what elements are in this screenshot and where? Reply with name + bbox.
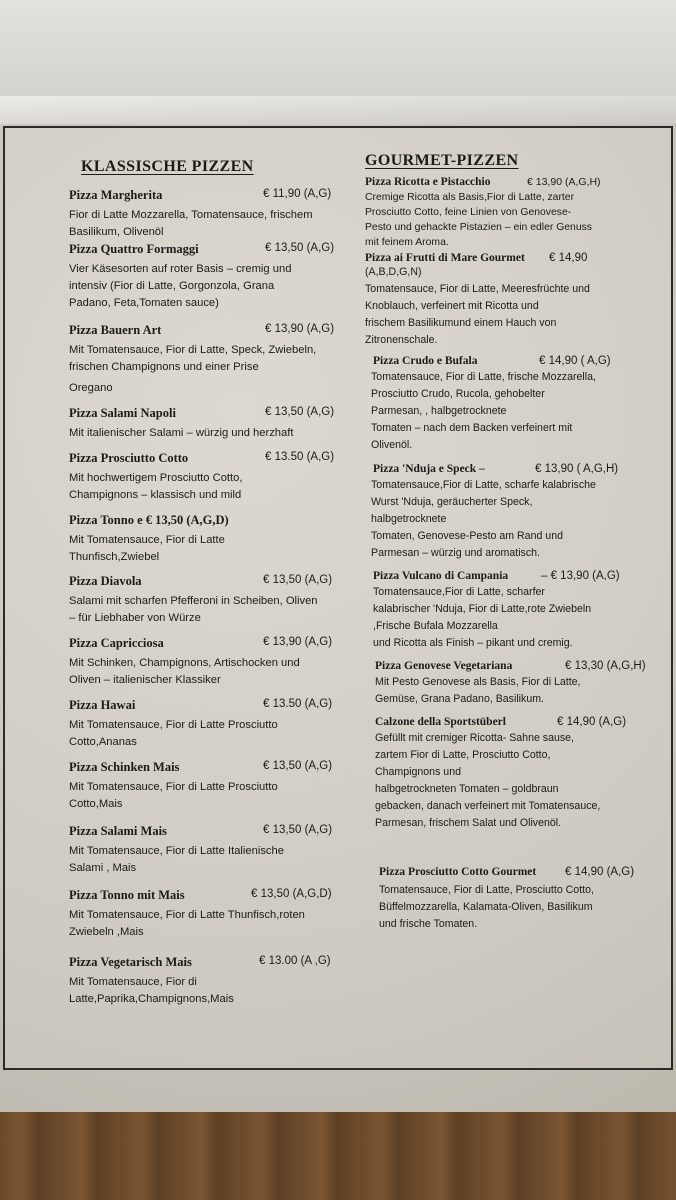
menu-item <box>69 574 347 627</box>
menu-item <box>69 188 347 241</box>
menu-item <box>365 252 641 349</box>
item-name: Pizza Capricciosa <box>69 636 164 650</box>
item-price: € 13,50 (A,G) <box>265 242 335 254</box>
item-description: Mit Tomatensauce, Fior di Latte Italienische Salami , Mais <box>69 845 284 874</box>
menu-item <box>69 824 347 877</box>
item-name: Pizza Tonno e € 13,50 (A,G,D) <box>69 513 229 527</box>
item-description: Vier Käsesorten auf roter Basis – cremig und intensiv (Fior di Latte, Gorgonzola, Grana Padano, Feta,Tomaten sauce) <box>69 263 292 309</box>
item-description: Mit Schinken, Champignons, Artischocken und Oliven – italienischer Klassiker <box>69 657 300 686</box>
item-name: Pizza Schinken Mais <box>69 760 180 774</box>
menu-item <box>365 463 641 562</box>
menu-item <box>69 698 347 751</box>
item-name: Pizza Salami Napoli <box>69 406 176 420</box>
item-description: Tomatensauce, Fior di Latte, Prosciutto Cotto, Büffelmozzarella, Kalamata-Oliven, Basilikum und frische Tomaten. <box>379 884 594 930</box>
item-description: Mit Tomatensauce, Fior di Latte Prosciutto Cotto,Mais <box>69 781 278 810</box>
item-name: Pizza Ricotta e Pistacchio <box>365 176 491 188</box>
menu-item <box>365 866 641 933</box>
menu-item <box>365 176 641 250</box>
item-description: Tomatensauce, Fior di Latte, frische Mozzarella, Prosciutto Crudo, Rucola, gehobelter Parmesan, , halbgetrocknete Tomaten – nach dem Backen verfeinert mit Olivenöl. <box>371 371 596 451</box>
item-price: € 13,50 (A,G) <box>265 406 335 418</box>
item-description: Fior di Latte Mozzarella, Tomatensauce, frischem Basilikum, Olivenöl <box>69 209 313 238</box>
item-name: Pizza Tonno mit Mais <box>69 888 185 902</box>
menu-item <box>69 760 347 813</box>
item-description: Gefüllt mit cremiger Ricotta- Sahne sause, zartem Fior di Latte, Prosciutto Cotto, Champignons und halbgetrockneten Tomaten – goldbraun gebacken, danach verfeinert mit Tomatensauce, Parmesan, frischem Salat und Olivenöl. <box>375 732 601 829</box>
item-name: Pizza 'Nduja e Speck – <box>373 463 485 475</box>
item-description: Mit italienischer Salami – würzig und herzhaft <box>69 427 294 439</box>
item-description: Mit hochwertigem Prosciutto Cotto, Champignons – klassisch und mild <box>69 472 243 501</box>
item-description: Mit Tomatensauce, Fior di Latte Thunfisch,roten Zwiebeln ,Mais <box>69 909 305 938</box>
item-price: – € 13,90 (A,G) <box>541 570 620 582</box>
item-description: Cremige Ricotta als Basis,Fior di Latte, zarter Prosciutto Cotto, feine Linien von Genovese- Pesto und gehackte Pistazien – ein edler Genuss mit feinem Aroma. <box>365 192 593 248</box>
menu-item <box>69 888 347 941</box>
menu-item <box>365 355 641 454</box>
item-price: € 13,90 (A,G,H) <box>527 176 601 188</box>
item-name: Pizza Margherita <box>69 188 163 202</box>
wooden-table <box>0 1112 676 1200</box>
item-name: Pizza Genovese Vegetariana <box>375 660 513 672</box>
item-description: Mit Pesto Genovese als Basis, Fior di Latte, Gemüse, Grana Padano, Basilikum. <box>375 676 581 705</box>
menu-item <box>69 636 347 689</box>
item-name: Calzone della Sportstüberl <box>375 716 506 728</box>
item-description: Salami mit scharfen Pfefferoni in Scheiben, Oliven – für Liebhaber von Würze <box>69 595 318 624</box>
item-price: € 14,90 ( A,G) <box>539 355 611 367</box>
menu-item <box>69 323 347 397</box>
item-price: € 13,50 (A,G) <box>263 824 333 836</box>
item-price: € 14,90 <box>549 252 588 264</box>
item-description: Mit Tomatensauce, Fior di Latte Prosciutto Cotto,Ananas <box>69 719 278 748</box>
item-name: Pizza Vulcano di Campania <box>373 570 509 582</box>
menu-item <box>365 716 641 832</box>
item-name: Pizza Salami Mais <box>69 824 167 838</box>
item-price: € 14,90 (A,G) <box>557 716 627 728</box>
item-name: Pizza Prosciutto Cotto <box>69 451 189 465</box>
item-price: € 13.50 (A,G) <box>265 451 335 463</box>
menu-item <box>69 955 347 1008</box>
item-description: Mit Tomatensauce, Fior di Latte, Speck, Zwiebeln, frischen Champignons und einer Prise Oregano <box>69 344 317 394</box>
menu-item <box>69 406 347 442</box>
item-price: € 13,50 (A,G) <box>263 574 333 586</box>
menu-item <box>365 660 646 708</box>
item-price: € 13.50 (A,G) <box>263 698 333 710</box>
section-title-classic: KLASSISCHE PIZZEN <box>81 158 254 175</box>
item-description: Mit Tomatensauce, Fior di Latte,Paprika,Champignons,Mais <box>69 976 234 1005</box>
item-price: € 13,90 (A,G) <box>265 323 335 335</box>
menu-sheet <box>3 126 673 1070</box>
item-name: Pizza Bauern Art <box>69 323 162 337</box>
item-name: Pizza Crudo e Bufala <box>373 355 478 367</box>
item-price: € 13,90 (A,G) <box>263 636 333 648</box>
item-description: Tomatensauce,Fior di Latte, scharfe kalabrische Wurst 'Nduja, geräucherter Speck, halbgetrocknete Tomaten, Genovese-Pesto am Rand und Parmesan – würzig und aromatisch. <box>371 479 596 559</box>
item-description: (A,B,D,G,N) Tomatensauce, Fior di Latte, Meeresfrüchte und Knoblauch, verfeinert mit Ricotta und frischem Basilikumund einem Hauch von Zitronenschale. <box>365 266 590 346</box>
item-price: € 13,50 (A,G,D) <box>251 888 332 900</box>
menu-item <box>69 242 347 312</box>
item-name: Pizza Vegetarisch Mais <box>69 955 192 969</box>
menu-item <box>365 570 641 652</box>
item-price: € 11,90 (A,G) <box>263 188 332 200</box>
menu-item <box>69 513 347 566</box>
item-name: Pizza Diavola <box>69 574 142 588</box>
item-name: Pizza Prosciutto Cotto Gourmet <box>379 866 537 878</box>
item-price: € 13,50 (A,G) <box>263 760 333 772</box>
item-price: € 13,90 ( A,G,H) <box>535 463 619 475</box>
item-price: € 14,90 (A,G) <box>565 866 635 878</box>
item-description: Mit Tomatensauce, Fior di Latte Thunfisch,Zwiebel <box>69 534 225 563</box>
item-description: Tomatensauce,Fior di Latte, scharfer kalabrischer 'Nduja, Fior di Latte,rote Zwiebeln ,Frische Bufala Mozzarella und Ricotta als Finish – pikant und cremig. <box>373 586 592 649</box>
menu-item <box>69 451 347 504</box>
section-title-gourmet: GOURMET-PIZZEN <box>365 152 519 169</box>
item-price: € 13.00 (A ,G) <box>259 955 331 967</box>
item-name: Pizza Hawai <box>69 698 136 712</box>
item-name: Pizza ai Frutti di Mare Gourmet <box>365 252 525 264</box>
item-price: € 13,30 (A,G,H) <box>565 660 646 672</box>
item-name: Pizza Quattro Formaggi <box>69 242 199 256</box>
